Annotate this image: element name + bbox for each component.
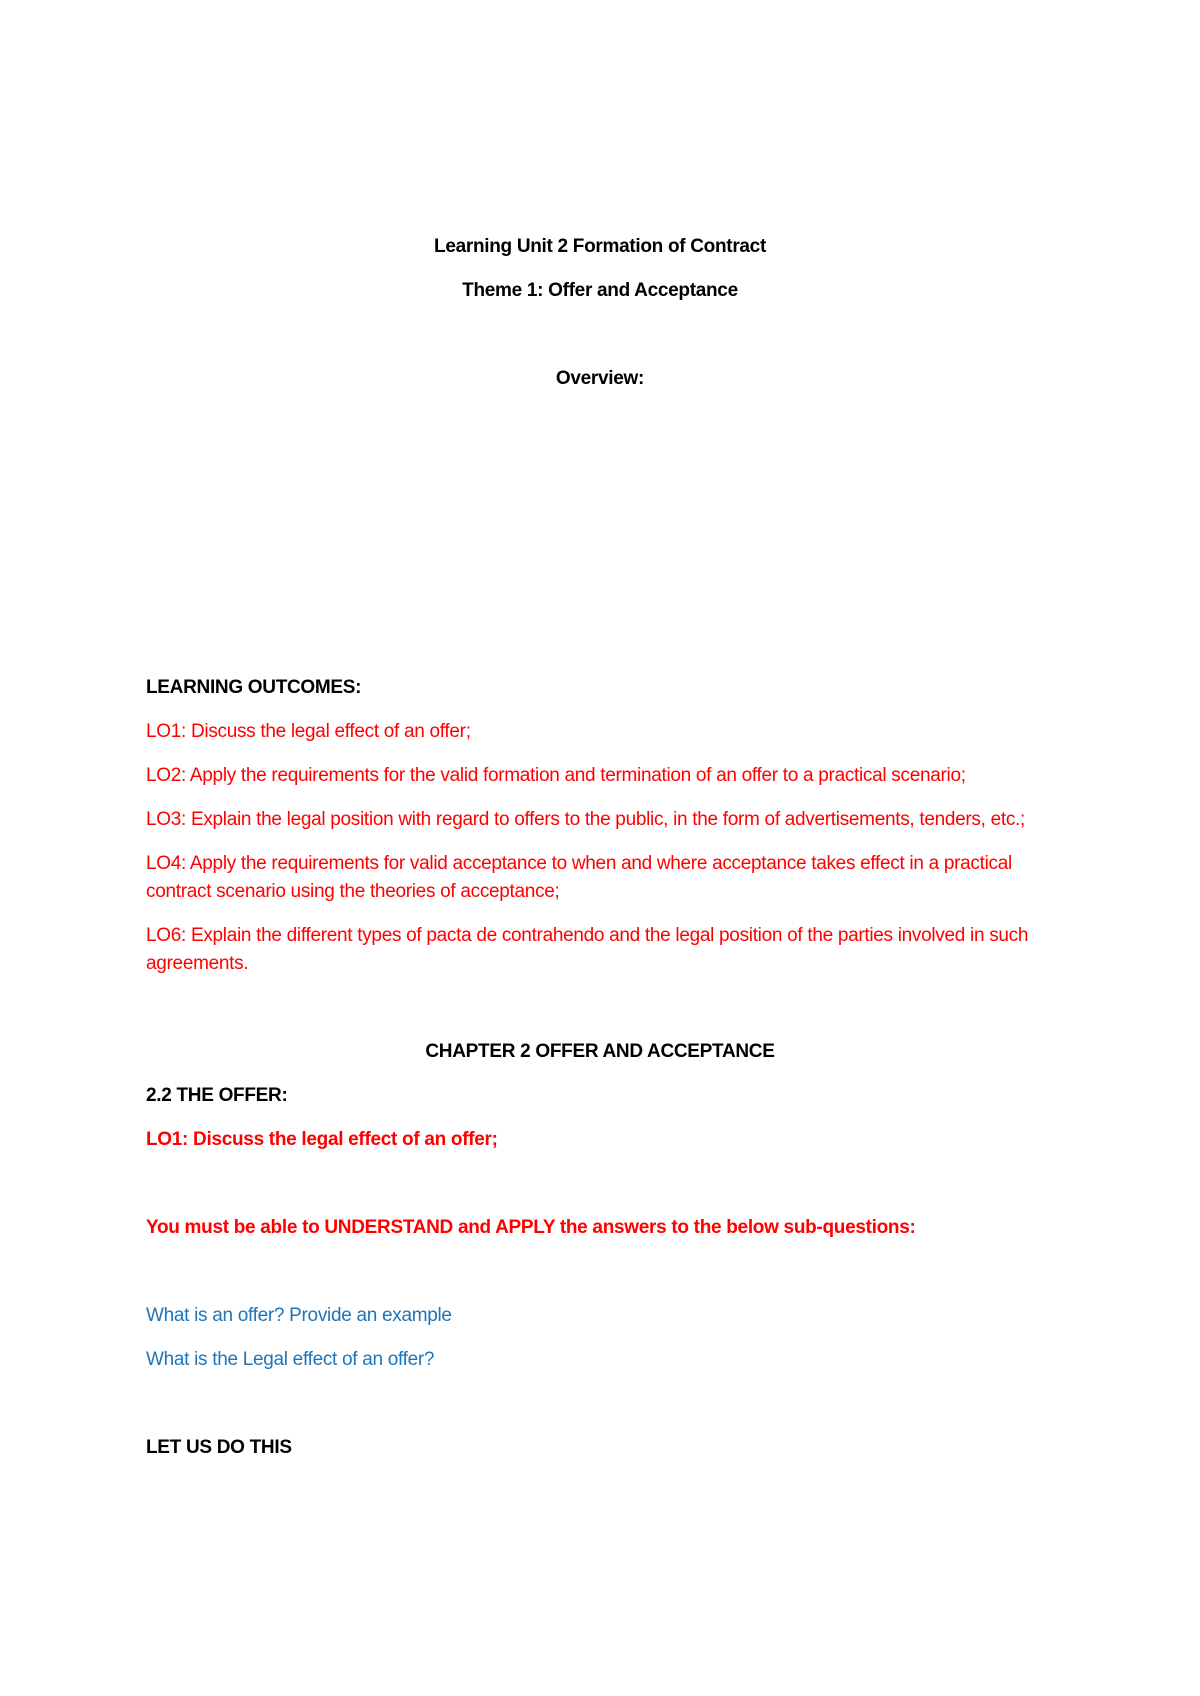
unit-title: Learning Unit 2 Formation of Contract: [434, 236, 766, 257]
question-offer-example: What is an offer? Provide an example: [146, 1305, 452, 1326]
chapter-title: CHAPTER 2 OFFER AND ACCEPTANCE: [425, 1041, 775, 1062]
learning-outcomes-heading: LEARNING OUTCOMES:: [146, 677, 362, 698]
closing-heading: LET US DO THIS: [146, 1437, 292, 1458]
section-heading: 2.2 THE OFFER:: [146, 1085, 288, 1106]
question-legal-effect: What is the Legal effect of an offer?: [146, 1349, 435, 1370]
learning-outcome-lo6: LO6: Explain the different types of pacta de contrahendo and the legal position of the parties involved in such agreements.: [146, 925, 1029, 974]
learning-outcome-lo3: LO3: Explain the legal position with regard to offers to the public, in the form of advertisements, tenders, etc.;: [146, 809, 1025, 830]
learning-outcome-lo4: LO4: Apply the requirements for valid acceptance to when and where acceptance takes effect in a practical contract scenario using the theories of acceptance;: [146, 853, 1012, 902]
overview-label: Overview:: [555, 368, 645, 389]
lo1-highlight: LO1: Discuss the legal effect of an offer;: [146, 1129, 498, 1150]
learning-outcome-lo2: LO2: Apply the requirements for the valid formation and termination of an offer to a practical scenario;: [146, 765, 966, 786]
theme-title: Theme 1: Offer and Acceptance: [462, 280, 738, 301]
instruction-text: You must be able to UNDERSTAND and APPLY the answers to the below sub-questions:: [146, 1217, 916, 1238]
learning-outcome-lo1: LO1: Discuss the legal effect of an offer;: [146, 721, 471, 742]
